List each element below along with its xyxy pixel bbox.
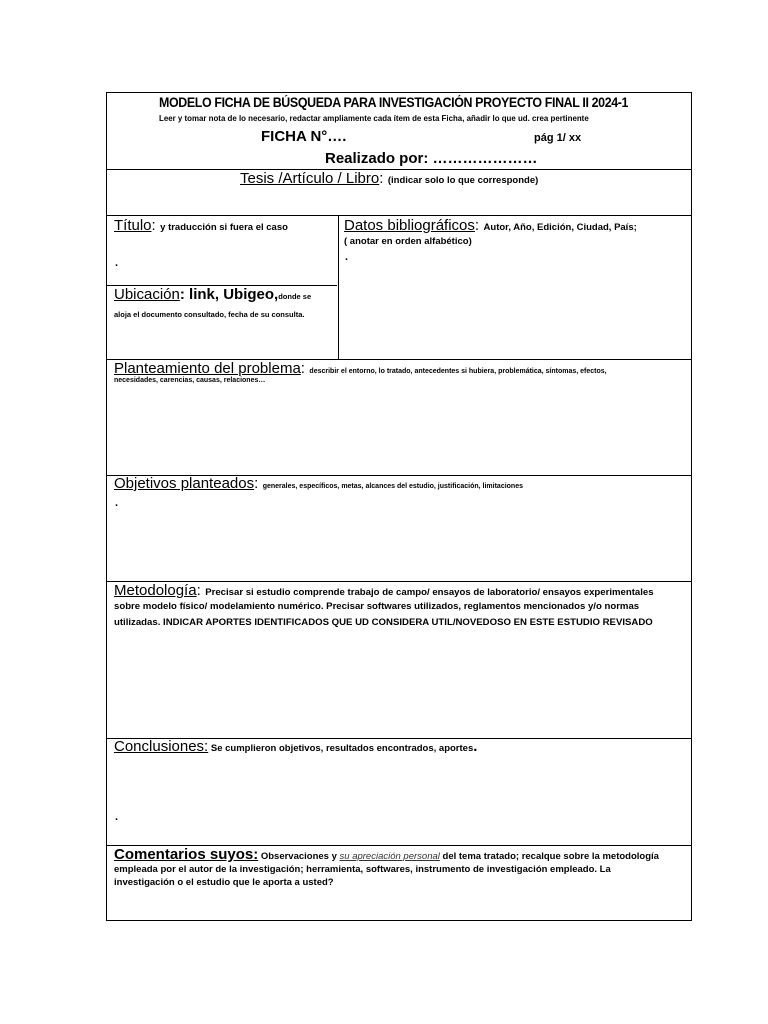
realizado-por-label: Realizado por: ………………… [325, 150, 538, 167]
problem-statement-label: Planteamiento del problema [114, 360, 301, 377]
document-type-row [240, 170, 538, 188]
comments-line-2: empleada por el autor de la investigación; herramienta, softwares, instrumento de investigación empleado. La [114, 864, 611, 875]
title-field [114, 217, 288, 235]
comments-italic: su apreciación personal [339, 851, 440, 862]
document-type-note: (indicar solo lo que corresponde) [387, 175, 539, 186]
comments-pre: Observaciones y [258, 851, 340, 862]
location-field-label: Ubicación [114, 286, 180, 303]
conclusions-field [114, 738, 477, 756]
problem-statement-note-a: describir el entorno, lo tratado, antecedentes si hubiera, problemática, síntomas, efectos, [309, 368, 607, 375]
instructions-text: Leer y tomar nota de lo necesario, redactar ampliamente cada ítem de esta Ficha, añadir lo que ud. crea pertinente [159, 113, 589, 123]
location-field-rest: : link, Ubigeo, [179, 286, 279, 303]
page-number-label: pág 1/ xx [534, 132, 582, 144]
ficha-number-label: FICHA N°…. [261, 128, 347, 145]
bibliographic-data-note-2: ( anotar en orden alfabético) [344, 236, 472, 247]
title-field-colon: : [151, 217, 156, 234]
comments-label: Comentarios suyos: [114, 846, 259, 863]
bibliographic-data-value: . [345, 251, 349, 263]
problem-statement-note-b: necesidades, carencias, causas, relaciones… [114, 377, 266, 384]
objectives-note: generales, específicos, metas, alcances del estudio, justificación, limitaciones [262, 483, 523, 490]
problem-statement-colon: : [300, 360, 305, 377]
objectives-label: Objetivos planteados [114, 475, 255, 492]
bibliographic-data-label: Datos bibliográficos [344, 217, 475, 234]
methodology-colon: : [196, 582, 201, 599]
location-field-note-b: aloja el documento consultado, fecha de su consulta. [114, 310, 305, 319]
document-type-title: Tesis /Artículo / Libro [240, 170, 380, 187]
conclusions-label: Conclusiones: [114, 738, 209, 755]
conclusions-note: Se cumplieron objetivos, resultados encontrados, aportes [208, 743, 474, 754]
bibliographic-data-note: Autor, Año, Edición, Ciudad, País; [483, 222, 637, 233]
bibliographic-data-colon: : [474, 217, 480, 234]
methodology-line-2: sobre modelo físico/ modelamiento numérico. Precisar softwares utilizados, reglamentos mencionados y/o normas [114, 601, 640, 612]
objectives-value: . [115, 497, 119, 509]
objectives-colon: : [254, 475, 259, 492]
title-field-value: . [115, 257, 119, 269]
search-form-table [106, 92, 692, 921]
title-field-label: Título [114, 217, 152, 234]
problem-statement-field [114, 360, 607, 378]
methodology-label: Metodología [114, 582, 197, 599]
comments-post: del tema tratado; recalque sobre la metodología [439, 851, 659, 862]
divider [107, 215, 691, 216]
conclusions-period: . [473, 738, 478, 755]
location-field-note-a: donde se [278, 292, 312, 301]
comments-line-3: investigación o el estudio que le aporta a usted? [114, 877, 334, 888]
comments-field [114, 846, 659, 864]
document-type-colon: : [379, 170, 384, 187]
conclusions-value: . [115, 811, 119, 823]
objectives-field [114, 475, 523, 493]
bibliographic-data-field [344, 217, 637, 235]
form-title: MODELO FICHA DE BÚSQUEDA PARA INVESTIGACIÓN PROYECTO FINAL II 2024-1 [159, 95, 629, 110]
title-field-note: y traducción si fuera el caso [160, 222, 288, 233]
methodology-line-1: Precisar si estudio comprende trabajo de campo/ ensayos de laboratorio/ ensayos experimentales [205, 587, 654, 598]
location-field-note-b-row [114, 310, 304, 319]
location-field [114, 286, 311, 304]
methodology-field [114, 582, 654, 600]
column-divider [338, 215, 339, 359]
methodology-line-3: utilizadas. INDICAR APORTES IDENTIFICADOS QUE UD CONSIDERA UTIL/NOVEDOSO EN ESTE ESTUDIO REVISADO [114, 617, 653, 628]
